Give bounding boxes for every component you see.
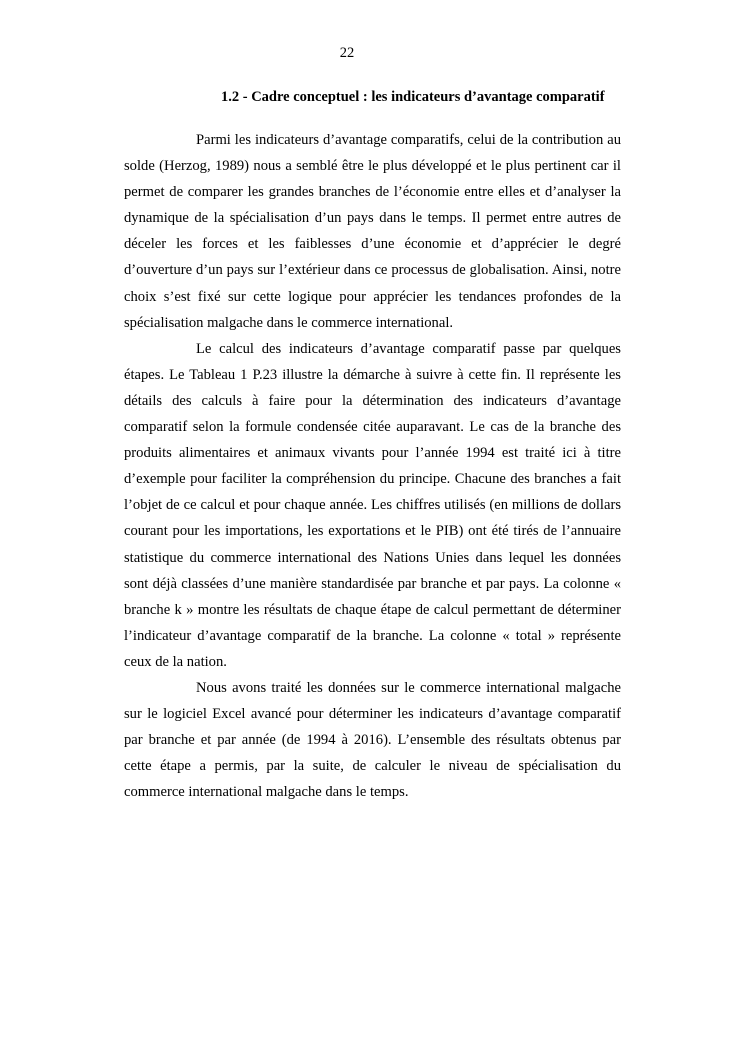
body-text xyxy=(124,127,621,805)
paragraph-method: Le calcul des indicateurs d’avantage comparatif passe par quelques étapes. Le Tableau 1 P.23 illustre la démarche à suivre à cette fin. Il représente les détails des calculs à faire pour la détermination des indicateurs d’avantage comparatif selon la formule condensée citée auparavant. Le cas de la branche des produits alimentaires et animaux vivants pour l’année 1994 est traité ici à titre d’exemple pour faciliter la compréhension du principe. Chacune des branches a fait l’objet de ce calcul et pour chaque année. Les chiffres utilisés (en millions de dollars courant pour les importations, les exportations et le PIB) ont été tirés de l’annuaire statistique du commerce international des Nations Unies dans lequel les données sont déjà classées d’une manière standardisée par branche et par pays. La colonne « branche k » montre les résultats de chaque étape de calcul permettant de déterminer l’indicateur d’avantage comparatif de la branche. La colonne « total » représente ceux de la nation. xyxy=(124,340,621,670)
section-heading: 1.2 - Cadre conceptuel : les indicateurs d’avantage comparatif xyxy=(221,89,605,105)
paragraph-processing: Nous avons traité les données sur le commerce international malgache sur le logiciel Excel avancé pour déterminer les indicateurs d’avantage comparatif par branche et par année (de 1994 à 2016). L’ensemble des résultats obtenus par cette étape a permis, par la suite, de calculer le niveau de spécialisation du commerce international malgache dans le temps. xyxy=(124,679,621,801)
paragraph-intro: Parmi les indicateurs d’avantage comparatifs, celui de la contribution au solde (Herzog, 1989) nous a semblé être le plus développé et le plus pertinent car il permet de comparer les grandes branches de l’économie entre elles et d’analyser la dynamique de la spécialisation d’un pays dans le temps. Il permet entre autres de déceler les forces et les faiblesses d’une économie et d’apprécier le degré d’ouverture d’un pays sur l’extérieur dans ce processus de globalisation. Ainsi, notre choix s’est fixé sur cette logique pour apprécier les tendances profondes de la spécialisation malgache dans le commerce international. xyxy=(124,132,621,331)
page-number: 22 xyxy=(339,45,355,61)
